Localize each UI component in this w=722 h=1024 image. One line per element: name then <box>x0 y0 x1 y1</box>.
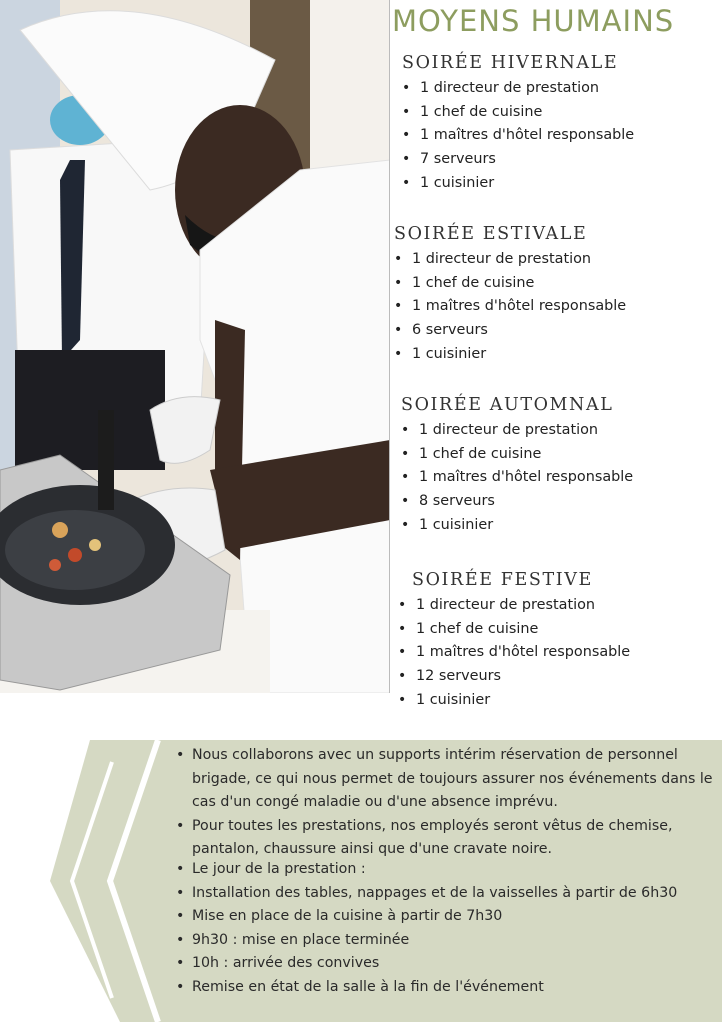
list-item: • 1 directeur de prestation <box>394 248 626 272</box>
note-item: • Pour toutes les prestations, nos employés seront vêtus de chemise, pantalon, chaussure ainsi que d'une cravate noire. <box>176 815 722 862</box>
list-item: • 1 maîtres d'hôtel responsable <box>394 295 626 319</box>
section-soiree-hivernale <box>402 53 634 196</box>
staff-list <box>394 248 626 367</box>
notes-list <box>176 740 722 1000</box>
note-item: • 9h30 : mise en place terminée <box>176 929 722 953</box>
list-item: • 1 chef de cuisine <box>401 443 633 467</box>
chef-cooking-illustration <box>0 0 390 693</box>
info-banner <box>0 740 722 1022</box>
list-item: • 12 serveurs <box>398 665 630 689</box>
page-title: MOYENS HUMAINS <box>392 4 675 38</box>
list-item: • 1 cuisinier <box>398 689 630 713</box>
list-item: • 1 chef de cuisine <box>394 272 626 296</box>
note-item: • Installation des tables, nappages et de la vaisselles à partir de 6h30 <box>176 882 722 906</box>
section-heading: SOIRÉE AUTOMNAL <box>401 395 614 415</box>
list-item: • 1 cuisinier <box>402 172 634 196</box>
list-item: • 7 serveurs <box>402 148 634 172</box>
section-heading: SOIRÉE ESTIVALE <box>394 224 588 244</box>
list-item: • 1 maîtres d'hôtel responsable <box>401 466 633 490</box>
list-item: • 8 serveurs <box>401 490 633 514</box>
list-item: • 1 chef de cuisine <box>402 101 634 125</box>
list-item: • 1 chef de cuisine <box>398 618 630 642</box>
list-item: • 1 maîtres d'hôtel responsable <box>402 124 634 148</box>
note-item: • Nous collaborons avec un supports intérim réservation de personnel brigade, ce qui nous permet de toujours assurer nos événements dans le cas d'un congé maladie ou d'une absence imprévu. <box>176 744 722 815</box>
section-heading: SOIRÉE FESTIVE <box>412 570 593 590</box>
list-item: • 1 cuisinier <box>394 343 626 367</box>
list-item: • 1 directeur de prestation <box>398 594 630 618</box>
list-item: • 1 cuisinier <box>401 514 633 538</box>
note-item: • Le jour de la prestation : <box>176 858 722 882</box>
staff-list <box>401 419 633 538</box>
chef-photo <box>0 0 390 693</box>
list-item: • 1 directeur de prestation <box>401 419 633 443</box>
note-item: • Remise en état de la salle à la fin de l'événement <box>176 976 722 1000</box>
note-item: • Mise en place de la cuisine à partir de 7h30 <box>176 905 722 929</box>
list-item: • 1 directeur de prestation <box>402 77 634 101</box>
section-soiree-festive <box>412 570 630 713</box>
section-soiree-estivale <box>394 224 626 367</box>
staff-list <box>402 77 634 196</box>
note-item: • 10h : arrivée des convives <box>176 952 722 976</box>
section-heading: SOIRÉE HIVERNALE <box>402 53 619 73</box>
list-item: • 1 maîtres d'hôtel responsable <box>398 641 630 665</box>
list-item: • 6 serveurs <box>394 319 626 343</box>
staff-list <box>398 594 630 713</box>
section-soiree-automnal <box>401 395 633 538</box>
